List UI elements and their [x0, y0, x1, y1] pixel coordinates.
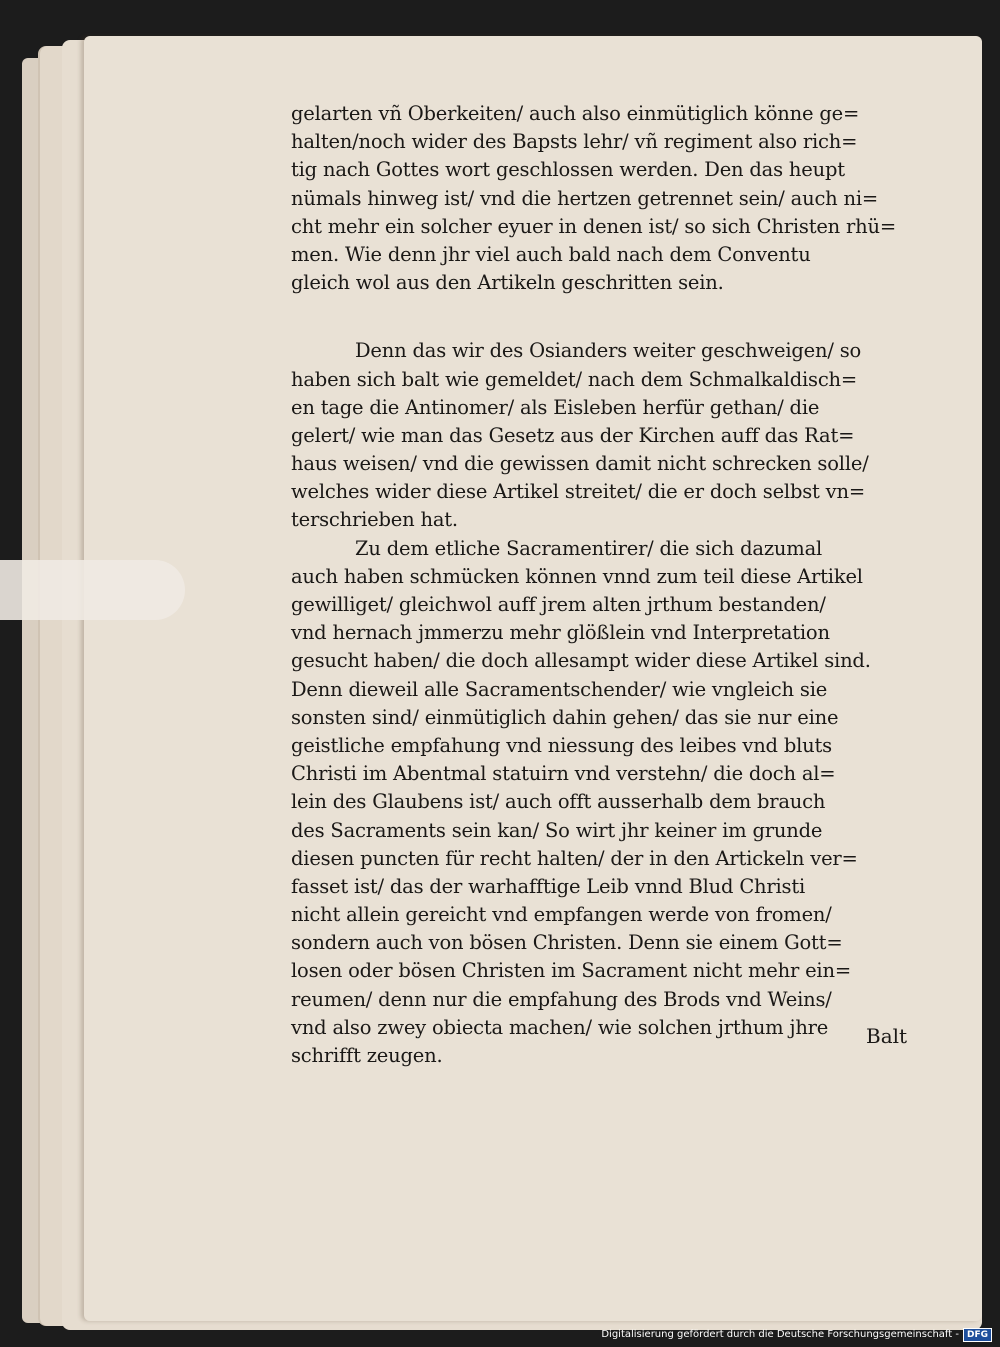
text-line: sondern auch von bösen Christen. Denn sie einem Gott=: [291, 931, 843, 955]
text-line: gewilliget/ gleichwol auff jrem alten jrthum bestanden/: [291, 593, 826, 616]
text-line: vnd also zwey obiecta machen/ wie solchen jrthum jhre: [291, 1015, 829, 1039]
text-line: terschrieben hat.: [291, 508, 458, 532]
text-line: men. Wie denn jhr viel auch bald nach dem Conventu: [291, 242, 811, 266]
text-line: reumen/ denn nur die empfahung des Brods vnd Weins/: [291, 987, 832, 1011]
text-line: gelert/ wie man das Gesetz aus der Kirchen auff das Rat=: [291, 423, 855, 447]
text-line: auch haben schmücken können vnnd zum teil diese Artikel: [291, 564, 863, 588]
text-line: Zu dem etliche Sacramentirer/ die sich dazumal: [355, 536, 823, 560]
text-line: gleich wol aus den Artikeln geschritten sein.: [291, 271, 724, 295]
text-line: losen oder bösen Christen im Sacrament nicht mehr ein=: [291, 959, 851, 983]
text-line: halten/noch wider des Bapsts lehr/ vñ regiment also rich=: [291, 130, 858, 154]
text-line: des Sacraments sein kan/ So wirt jhr keiner im grunde: [291, 818, 823, 842]
text-line: Christi im Abentmal statuirn vnd verstehn/ die doch al=: [291, 762, 836, 786]
catchword: Balt: [866, 1024, 908, 1048]
text-line: sonsten sind/ einmütiglich dahin gehen/ das sie nur eine: [291, 705, 839, 729]
text-line: diesen puncten für recht halten/ der in den Artickeln ver=: [291, 846, 858, 870]
text-line: nümals hinweg ist/ vnd die hertzen getrennet sein/ auch ni=: [291, 186, 879, 210]
text-line: gelarten vñ Oberkeiten/ auch also einmütiglich könne ge=: [291, 102, 860, 125]
paragraph-gap: [291, 297, 931, 337]
page-text-block: [291, 100, 931, 1070]
digitization-credit: [601, 1327, 992, 1343]
text-line: lein des Glaubens ist/ auch offt ausserhalb dem brauch: [291, 790, 826, 814]
text-line: gesucht haben/ die doch allesampt wider diese Artikel sind.: [291, 649, 871, 673]
text-line: cht mehr ein solcher eyuer in denen ist/ so sich Christen rhü=: [291, 214, 897, 238]
text-line: geistliche empfahung vnd niessung des leibes vnd bluts: [291, 733, 832, 757]
text-line: welches wider diese Artikel streitet/ die er doch selbst vn=: [291, 480, 865, 504]
text-line: Denn dieweil alle Sacramentschender/ wie vngleich sie: [291, 677, 828, 701]
text-line: Denn das wir des Osianders weiter geschweigen/ so: [355, 339, 862, 363]
page-marker-tab: [0, 560, 185, 620]
text-line: tig nach Gottes wort geschlossen werden. Den das heupt: [291, 158, 845, 182]
text-line: schrifft zeugen.: [291, 1044, 443, 1067]
dfg-logo-icon: DFG: [963, 1328, 992, 1342]
text-line: nicht allein gereicht vnd empfangen werde von fromen/: [291, 903, 832, 927]
text-line: vnd hernach jmmerzu mehr glößlein vnd Interpretation: [291, 621, 830, 645]
text-line: haus weisen/ vnd die gewissen damit nicht schrecken solle/: [291, 452, 869, 476]
text-line: haben sich balt wie gemeldet/ nach dem Schmalkaldisch=: [291, 367, 858, 391]
text-line: en tage die Antinomer/ als Eisleben herfür gethan/ die: [291, 395, 820, 419]
credit-text: Digitalisierung gefördert durch die Deutsche Forschungsgemeinschaft -: [601, 1329, 959, 1340]
text-line: fasset ist/ das der warhafftige Leib vnnd Blud Christi: [291, 874, 806, 898]
